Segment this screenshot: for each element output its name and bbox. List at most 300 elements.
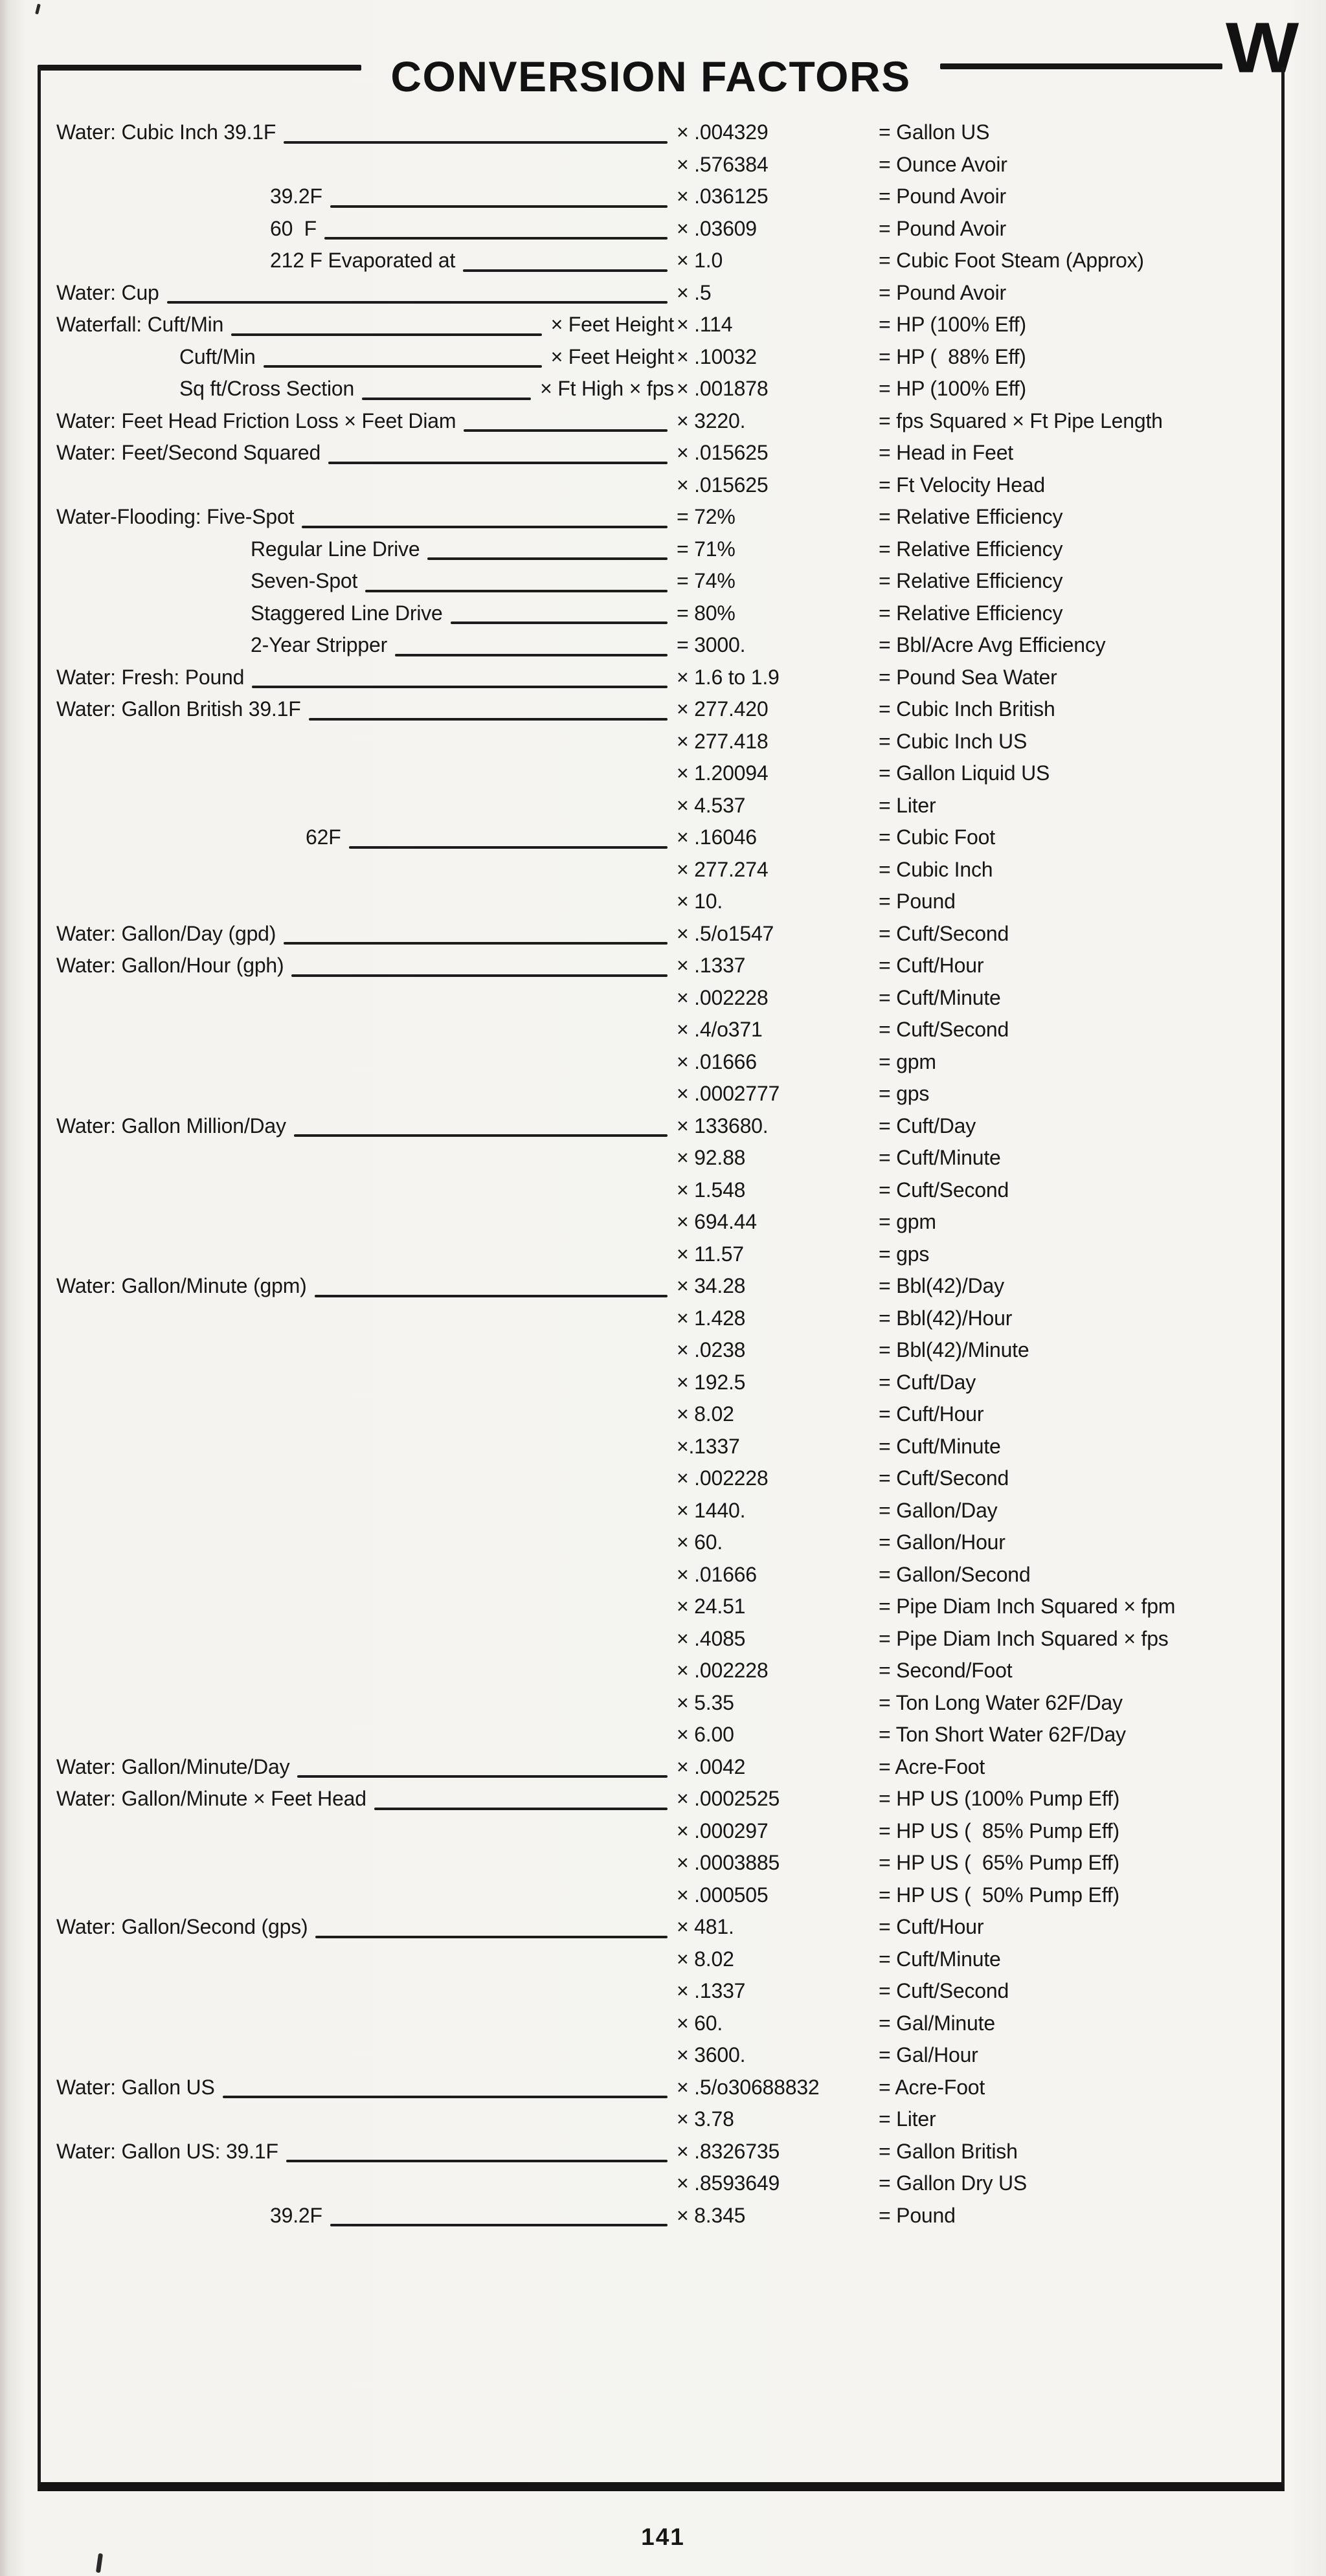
row-factor: × 6.00 xyxy=(677,1723,734,1746)
row-result: = HP US (100% Pump Eff) xyxy=(879,1787,1120,1810)
row-label: Water-Flooding: Five-Spot xyxy=(56,505,295,528)
row-label: 39.2F xyxy=(270,185,322,208)
row-label-region xyxy=(56,1206,677,1238)
row-factor: × .0002525 xyxy=(677,1787,780,1810)
row-label-region xyxy=(56,757,677,790)
row-factor: × .01666 xyxy=(677,1562,757,1586)
row-label-region xyxy=(56,309,677,341)
row-result: = HP US ( 65% Pump Eff) xyxy=(879,1851,1119,1874)
row-label-region xyxy=(56,1014,677,1046)
table-row xyxy=(56,1078,1270,1110)
row-factor: × .8593649 xyxy=(677,2171,780,2195)
row-factor: = 3000. xyxy=(677,633,746,656)
row-result: = Gallon British xyxy=(879,2139,1018,2163)
row-factor: × .4085 xyxy=(677,1626,746,1650)
row-result: = Pound Avoir xyxy=(879,216,1006,240)
table-row xyxy=(56,1879,1270,1912)
row-result: = Pound Sea Water xyxy=(879,665,1057,689)
row-result: = Gallon US xyxy=(879,120,990,144)
row-label: Water: Gallon/Minute (gpm) xyxy=(56,1274,307,1297)
row-indent xyxy=(56,2200,270,2232)
table-row xyxy=(56,341,1270,374)
table-row xyxy=(56,2008,1270,2040)
table-row xyxy=(56,2136,1270,2168)
row-result: = HP US ( 85% Pump Eff) xyxy=(879,1819,1119,1842)
row-result: = Cuft/Minute xyxy=(879,1947,1001,1971)
table-row xyxy=(56,2039,1270,2072)
row-label: Seven-Spot xyxy=(251,569,358,592)
table-row xyxy=(56,757,1270,790)
fill-line xyxy=(328,462,668,464)
row-factor: × 481. xyxy=(677,1915,734,1938)
row-factor: × .000297 xyxy=(677,1819,769,1842)
row-factor: × .002228 xyxy=(677,1659,769,1682)
fill-line xyxy=(284,141,668,144)
row-label-region xyxy=(56,726,677,758)
page-title: CONVERSION FACTORS xyxy=(390,52,911,101)
table-row xyxy=(56,1751,1270,1784)
fill-line xyxy=(302,526,668,528)
row-factor: × 3600. xyxy=(677,2043,746,2066)
fill-line xyxy=(315,1936,668,1938)
fill-line xyxy=(374,1808,668,1810)
row-result: = Gallon/Day xyxy=(879,1498,998,1522)
table-row xyxy=(56,565,1270,598)
row-indent xyxy=(56,822,306,854)
row-result: = Relative Efficiency xyxy=(879,537,1063,561)
row-factor: × .1337 xyxy=(677,954,746,977)
row-result: = Cubic Inch US xyxy=(879,729,1028,753)
row-indent xyxy=(56,341,179,374)
row-result: = Cuft/Hour xyxy=(879,954,984,977)
row-result: = Cubic Foot Steam (Approx) xyxy=(879,249,1144,272)
row-label-region xyxy=(56,1655,677,1687)
row-factor: × 277.420 xyxy=(677,697,769,721)
row-label-region xyxy=(56,1527,677,1559)
fill-line xyxy=(395,654,668,656)
row-result: = HP ( 88% Eff) xyxy=(879,344,1026,368)
table-row xyxy=(56,1462,1270,1495)
row-label: Water: Cup xyxy=(56,280,159,304)
row-factor: = 74% xyxy=(677,569,736,592)
row-label-region xyxy=(56,1046,677,1079)
fill-line xyxy=(427,557,668,560)
table-row xyxy=(56,1431,1270,1463)
table-row xyxy=(56,918,1270,950)
fill-line xyxy=(252,686,668,688)
row-factor: × .576384 xyxy=(677,152,769,176)
row-indent xyxy=(56,373,179,405)
table-row xyxy=(56,149,1270,181)
row-result: = Relative Efficiency xyxy=(879,601,1063,625)
row-label-region xyxy=(56,277,677,309)
row-result: = Pound xyxy=(879,890,956,913)
row-label-region xyxy=(56,1142,677,1174)
row-result: = Gallon Dry US xyxy=(879,2171,1028,2195)
row-factor: × .5/o30688832 xyxy=(677,2075,820,2099)
row-label-region xyxy=(56,1879,677,1912)
table-row xyxy=(56,790,1270,822)
row-result: = HP (100% Eff) xyxy=(879,377,1026,400)
row-label-region xyxy=(56,790,677,822)
row-factor: × 1.0 xyxy=(677,249,723,272)
row-result: = Ft Velocity Head xyxy=(879,473,1045,497)
row-result: = Pound Avoir xyxy=(879,280,1006,304)
table-row xyxy=(56,1591,1270,1623)
row-factor: × 24.51 xyxy=(677,1595,746,1618)
row-result: = Acre-Foot xyxy=(879,2075,985,2099)
row-factor: × 3220. xyxy=(677,409,746,432)
row-label-region xyxy=(56,1751,677,1784)
row-label-region xyxy=(56,1270,677,1303)
row-indent xyxy=(56,213,270,245)
scan-artifact xyxy=(96,2553,103,2573)
row-factor: × 1440. xyxy=(677,1498,746,1522)
row-label-region xyxy=(56,149,677,181)
row-label-region xyxy=(56,1078,677,1110)
fill-line xyxy=(297,1775,668,1778)
row-label: Water: Gallon British 39.1F xyxy=(56,697,301,721)
row-label-region xyxy=(56,950,677,982)
row-factor: × 1.6 to 1.9 xyxy=(677,665,780,689)
row-result: = Cuft/Second xyxy=(879,1979,1009,2002)
table-row xyxy=(56,501,1270,533)
row-factor: × .8326735 xyxy=(677,2139,780,2163)
row-factor: = 71% xyxy=(677,537,736,561)
row-label-region xyxy=(56,2103,677,2136)
row-result: = Pipe Diam Inch Squared × fps xyxy=(879,1626,1169,1650)
row-factor: × .4/o371 xyxy=(677,1018,763,1041)
row-factor: × .002228 xyxy=(677,985,769,1009)
row-result: = gpm xyxy=(879,1049,936,1073)
row-indent xyxy=(56,245,270,277)
row-result: = Cuft/Minute xyxy=(879,1146,1001,1169)
row-label-region xyxy=(56,373,677,405)
row-label: Water: Fresh: Pound xyxy=(56,665,245,689)
table-row xyxy=(56,662,1270,694)
row-result: = Cuft/Minute xyxy=(879,985,1001,1009)
row-label: Water: Gallon/Day (gpd) xyxy=(56,921,276,945)
table-row xyxy=(56,213,1270,245)
table-row xyxy=(56,373,1270,405)
row-result: = Cubic Inch British xyxy=(879,697,1055,721)
row-factor: × .000505 xyxy=(677,1883,769,1907)
row-result: = Cuft/Second xyxy=(879,1466,1009,1490)
row-result: = gpm xyxy=(879,1210,936,1233)
row-label-region xyxy=(56,886,677,918)
fill-line xyxy=(451,622,668,624)
row-suffix: × Ft High × fps xyxy=(540,377,674,400)
row-result: = Pound xyxy=(879,2203,956,2227)
row-result: = Pipe Diam Inch Squared × fpm xyxy=(879,1595,1176,1618)
row-label-region xyxy=(56,1591,677,1623)
row-factor: × 11.57 xyxy=(677,1242,744,1266)
row-result: = Acre-Foot xyxy=(879,1754,985,1778)
table-row xyxy=(56,533,1270,566)
row-factor: × .0042 xyxy=(677,1754,746,1778)
row-label-region xyxy=(56,2072,677,2104)
row-label: Water: Feet/Second Squared xyxy=(56,441,321,464)
fill-line xyxy=(315,1295,668,1297)
row-factor: × .10032 xyxy=(677,344,757,368)
row-indent xyxy=(56,629,251,662)
row-factor: × 92.88 xyxy=(677,1146,746,1169)
row-label-region xyxy=(56,117,677,149)
row-label-region xyxy=(56,1174,677,1207)
row-factor: × .001878 xyxy=(677,377,769,400)
row-label: Sq ft/Cross Section xyxy=(179,377,355,400)
table-row xyxy=(56,277,1270,309)
fill-line xyxy=(362,398,531,400)
row-result: = Relative Efficiency xyxy=(879,569,1063,592)
row-result: = Liter xyxy=(879,2107,936,2131)
table-row xyxy=(56,309,1270,341)
table-row xyxy=(56,1719,1270,1751)
row-indent xyxy=(56,533,251,566)
table-row xyxy=(56,1559,1270,1591)
row-factor: = 80% xyxy=(677,601,736,625)
row-result: = Cuft/Hour xyxy=(879,1915,984,1938)
table-row xyxy=(56,405,1270,438)
row-label-region xyxy=(56,1110,677,1143)
fill-line xyxy=(330,205,668,208)
row-suffix: × Feet Height xyxy=(550,313,674,336)
row-label-region xyxy=(56,598,677,630)
row-label: 62F xyxy=(306,825,341,849)
row-label-region xyxy=(56,437,677,469)
row-factor: × 133680. xyxy=(677,1114,769,1137)
table-row xyxy=(56,1623,1270,1655)
fill-line xyxy=(286,2160,668,2162)
row-label-region xyxy=(56,533,677,566)
row-factor: ×.1337 xyxy=(677,1434,740,1458)
table-row xyxy=(56,1174,1270,1207)
row-factor: × 10. xyxy=(677,890,723,913)
row-result: = Second/Foot xyxy=(879,1659,1013,1682)
row-factor: × .036125 xyxy=(677,185,769,208)
row-factor: × 8.02 xyxy=(677,1947,734,1971)
row-factor: × 60. xyxy=(677,1530,723,1554)
table-row xyxy=(56,1943,1270,1976)
row-label: Staggered Line Drive xyxy=(251,601,443,625)
section-letter: W xyxy=(1226,8,1299,88)
row-label: 212 F Evaporated at xyxy=(270,249,456,272)
row-label-region xyxy=(56,245,677,277)
table-row xyxy=(56,1270,1270,1303)
row-factor: × .015625 xyxy=(677,441,769,464)
row-label-region xyxy=(56,1238,677,1271)
table-row xyxy=(56,1014,1270,1046)
fill-line xyxy=(167,301,668,304)
row-result: = Cubic Inch xyxy=(879,857,993,881)
table-row xyxy=(56,437,1270,469)
fill-line xyxy=(294,1134,668,1137)
row-result: = fps Squared × Ft Pipe Length xyxy=(879,409,1163,432)
row-label: Water: Gallon Million/Day xyxy=(56,1114,286,1137)
row-label-region xyxy=(56,2167,677,2200)
row-result: = Bbl(42)/Hour xyxy=(879,1306,1013,1330)
row-label-region xyxy=(56,1303,677,1335)
row-factor: × 4.537 xyxy=(677,793,746,817)
rows xyxy=(56,117,1270,2232)
row-label: Water: Cubic Inch 39.1F xyxy=(56,120,276,144)
table-row xyxy=(56,854,1270,886)
row-label: 2-Year Stripper xyxy=(251,633,388,656)
row-result: = Gal/Minute xyxy=(879,2011,995,2035)
row-result: = Gallon/Hour xyxy=(879,1530,1006,1554)
row-factor: × 3.78 xyxy=(677,2107,734,2131)
row-result: = Gal/Hour xyxy=(879,2043,978,2066)
row-result: = Cuft/Second xyxy=(879,1178,1009,1202)
row-result: = gps xyxy=(879,1242,930,1266)
row-label-region xyxy=(56,822,677,854)
table-row xyxy=(56,1110,1270,1143)
fill-line xyxy=(324,237,668,240)
row-result: = Cuft/Day xyxy=(879,1114,976,1137)
table-row xyxy=(56,2103,1270,2136)
row-result: = HP US ( 50% Pump Eff) xyxy=(879,1883,1119,1907)
row-factor: × 192.5 xyxy=(677,1370,746,1394)
table-row xyxy=(56,598,1270,630)
row-label-region xyxy=(56,1847,677,1879)
row-factor: × .5/o1547 xyxy=(677,921,774,945)
scan-artifact xyxy=(35,4,41,15)
table-row xyxy=(56,982,1270,1014)
row-factor: × .5 xyxy=(677,280,712,304)
row-result: = Gallon/Second xyxy=(879,1562,1031,1586)
row-label: Cuft/Min xyxy=(179,344,256,368)
row-factor: × .002228 xyxy=(677,1466,769,1490)
row-result: = Ton Long Water 62F/Day xyxy=(879,1690,1123,1714)
table-row xyxy=(56,1303,1270,1335)
row-label-region xyxy=(56,181,677,213)
fill-line xyxy=(330,2224,668,2226)
row-result: = Cubic Foot xyxy=(879,825,995,849)
row-factor: × 1.548 xyxy=(677,1178,746,1202)
table-row xyxy=(56,1655,1270,1687)
table-row xyxy=(56,1206,1270,1238)
row-factor: × 1.428 xyxy=(677,1306,746,1330)
row-result: = Bbl/Acre Avg Efficiency xyxy=(879,633,1106,656)
table-row xyxy=(56,1847,1270,1879)
row-label-region xyxy=(56,1367,677,1399)
row-label-region xyxy=(56,405,677,438)
row-factor: × 1.20094 xyxy=(677,761,769,785)
row-label-region xyxy=(56,662,677,694)
table-row xyxy=(56,1975,1270,2008)
row-result: = Cuft/Minute xyxy=(879,1434,1001,1458)
row-result: = Bbl(42)/Day xyxy=(879,1274,1004,1297)
table-row xyxy=(56,726,1270,758)
row-factor: × .0238 xyxy=(677,1338,746,1361)
row-factor: × .16046 xyxy=(677,825,757,849)
row-result: = Cuft/Second xyxy=(879,921,1009,945)
row-factor: × .0002777 xyxy=(677,1082,780,1105)
row-factor: × .01666 xyxy=(677,1049,757,1073)
row-result: = Relative Efficiency xyxy=(879,505,1063,528)
table-row xyxy=(56,117,1270,149)
row-factor: × .03609 xyxy=(677,216,757,240)
row-result: = gps xyxy=(879,1082,930,1105)
row-result: = Bbl(42)/Minute xyxy=(879,1338,1029,1361)
row-factor: × 277.418 xyxy=(677,729,769,753)
row-result: = Cuft/Hour xyxy=(879,1402,984,1426)
row-label-region xyxy=(56,1559,677,1591)
row-label: Water: Gallon/Hour (gph) xyxy=(56,954,284,977)
row-label-region xyxy=(56,1975,677,2008)
table-row xyxy=(56,822,1270,854)
row-label-region xyxy=(56,1815,677,1848)
table-row xyxy=(56,1495,1270,1527)
table-row xyxy=(56,1783,1270,1815)
fill-line xyxy=(365,590,668,592)
table-row xyxy=(56,1815,1270,1848)
table-row xyxy=(56,1334,1270,1367)
row-label-region xyxy=(56,1495,677,1527)
row-result: = Gallon Liquid US xyxy=(879,761,1050,785)
row-factor: × .015625 xyxy=(677,473,769,497)
row-factor: × 60. xyxy=(677,2011,723,2035)
row-label-region xyxy=(56,1687,677,1719)
row-label-region xyxy=(56,565,677,598)
fill-line xyxy=(231,333,541,336)
row-label-region xyxy=(56,2136,677,2168)
row-label-region xyxy=(56,1462,677,1495)
row-label: Water: Gallon US xyxy=(56,2075,215,2099)
row-label-region xyxy=(56,2039,677,2072)
row-label-region xyxy=(56,629,677,662)
table-row xyxy=(56,1398,1270,1431)
row-label-region xyxy=(56,213,677,245)
fill-line xyxy=(284,942,668,945)
table-row xyxy=(56,245,1270,277)
row-indent xyxy=(56,565,251,598)
row-label: Water: Gallon/Second (gps) xyxy=(56,1915,308,1938)
row-label-region xyxy=(56,693,677,726)
row-label-region xyxy=(56,982,677,1014)
row-label-region xyxy=(56,1719,677,1751)
row-result: = Head in Feet xyxy=(879,441,1013,464)
table-row xyxy=(56,1527,1270,1559)
table-row xyxy=(56,1687,1270,1719)
row-result: = Pound Avoir xyxy=(879,185,1006,208)
row-label: 39.2F xyxy=(270,2203,322,2227)
row-indent xyxy=(56,181,270,213)
row-result: = Ton Short Water 62F/Day xyxy=(879,1723,1126,1746)
row-label-region xyxy=(56,1911,677,1943)
row-label: Waterfall: Cuft/Min xyxy=(56,313,224,336)
table-row xyxy=(56,1238,1270,1271)
row-label-region xyxy=(56,1623,677,1655)
row-label: Water: Gallon US: 39.1F xyxy=(56,2139,278,2163)
row-label: 60 F xyxy=(270,216,317,240)
table-row xyxy=(56,1911,1270,1943)
row-result: = Cuft/Second xyxy=(879,1018,1009,1041)
row-result: = Cuft/Day xyxy=(879,1370,976,1394)
row-label-region xyxy=(56,1431,677,1463)
table-row xyxy=(56,1046,1270,1079)
table-row xyxy=(56,629,1270,662)
row-label-region xyxy=(56,854,677,886)
row-label-region xyxy=(56,2200,677,2232)
row-label-region xyxy=(56,341,677,374)
row-result: = Ounce Avoir xyxy=(879,152,1007,176)
row-indent xyxy=(56,598,251,630)
row-factor: × 277.274 xyxy=(677,857,769,881)
fill-line xyxy=(223,2096,668,2098)
row-label-region xyxy=(56,2008,677,2040)
row-label-region xyxy=(56,469,677,502)
